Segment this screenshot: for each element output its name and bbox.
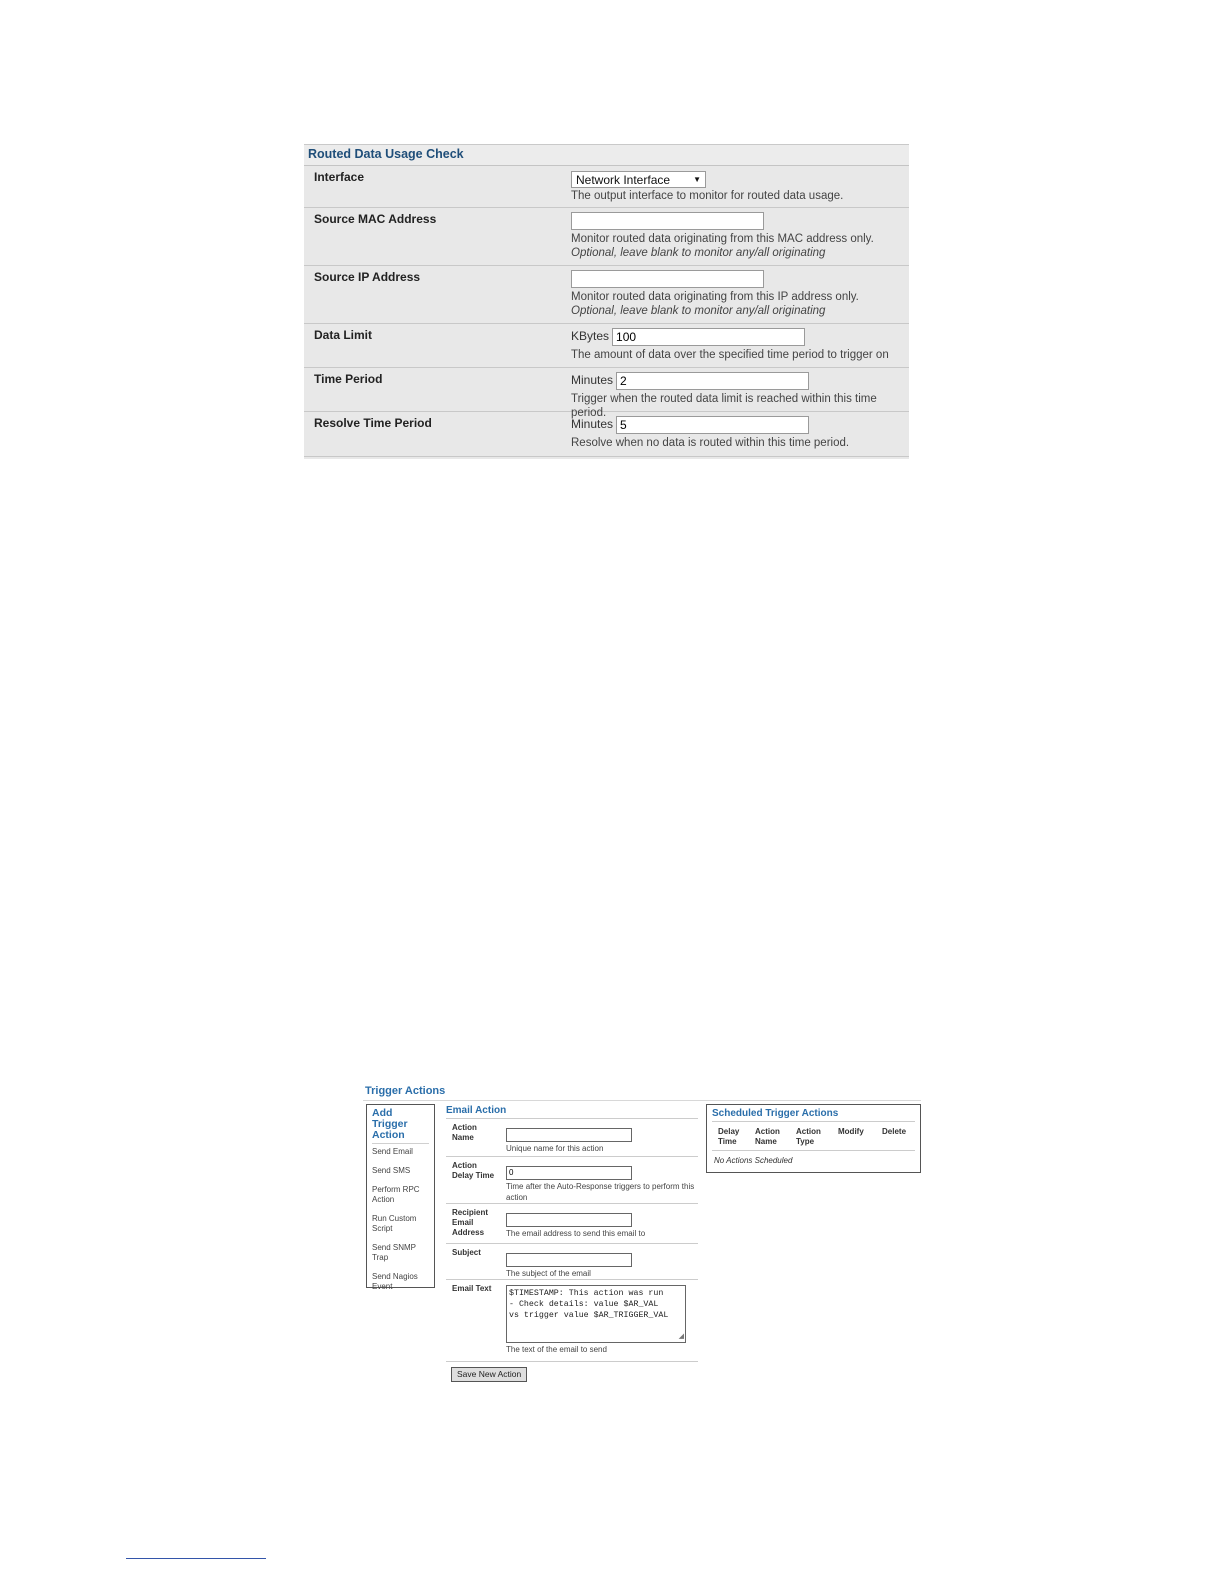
- add-trigger-action-title: Add Trigger Action: [372, 1108, 429, 1144]
- action-name-row: [446, 1119, 698, 1157]
- title-divider: [363, 1100, 921, 1101]
- add-action-send-nagios-event[interactable]: Send Nagios Event: [372, 1272, 418, 1291]
- source-mac-help: Monitor routed data originating from this MAC address only.: [571, 233, 874, 245]
- data-limit-help: The amount of data over the specified time period to trigger on: [571, 349, 889, 361]
- recipient-email-label: Recipient Email Address: [452, 1208, 489, 1237]
- interface-help: The output interface to monitor for routed data usage.: [571, 190, 844, 202]
- action-delay-row: [446, 1157, 698, 1204]
- footnote-divider: [126, 1558, 266, 1559]
- save-new-action-button[interactable]: Save New Action: [451, 1367, 527, 1382]
- subject-label: Subject: [452, 1248, 481, 1257]
- resize-grip-icon[interactable]: ◢: [678, 1332, 684, 1340]
- add-action-send-sms[interactable]: Send SMS: [372, 1166, 411, 1175]
- interface-select[interactable]: [571, 171, 706, 188]
- email-text-help: The text of the email to send: [506, 1345, 607, 1354]
- dropdown-arrow-icon: ▼: [693, 175, 701, 184]
- recipient-email-input[interactable]: [506, 1213, 632, 1227]
- panel-title: Routed Data Usage Check: [304, 145, 909, 166]
- time-period-input[interactable]: [616, 372, 809, 390]
- interface-select-value: Network Interface: [576, 172, 671, 187]
- subject-input[interactable]: [506, 1253, 632, 1267]
- source-mac-label: Source MAC Address: [314, 212, 437, 226]
- email-text-value: $TIMESTAMP: This action was run - Check details: value $AR_VAL vs trigger value $AR_TRIGGER_VAL: [509, 1289, 669, 1320]
- data-limit-unit: KBytes: [571, 329, 610, 343]
- add-action-perform-rpc[interactable]: Perform RPC Action: [372, 1185, 420, 1204]
- interface-row: [304, 166, 909, 208]
- source-mac-row: [304, 208, 909, 266]
- email-text-label: Email Text: [452, 1284, 492, 1293]
- scheduled-trigger-actions-box: [706, 1104, 921, 1173]
- add-trigger-action-box: [366, 1104, 435, 1291]
- email-action-form: [446, 1105, 698, 1362]
- time-period-row: [304, 368, 909, 419]
- col-delay-time: Delay Time: [718, 1127, 740, 1146]
- action-name-help: Unique name for this action: [506, 1144, 604, 1153]
- action-delay-label: Action Delay Time: [452, 1161, 495, 1180]
- source-ip-help: Monitor routed data originating from this IP address only.: [571, 291, 859, 303]
- source-ip-input[interactable]: [571, 270, 764, 288]
- action-delay-help: Time after the Auto-Response triggers to perform this action: [506, 1182, 695, 1202]
- email-text-row: [446, 1280, 698, 1362]
- resolve-time-period-label: Resolve Time Period: [314, 416, 432, 430]
- email-action-title: Email Action: [446, 1105, 698, 1119]
- add-action-send-email[interactable]: Send Email: [372, 1147, 413, 1156]
- action-name-label: Action Name: [452, 1123, 477, 1142]
- trigger-actions-title: Trigger Actions: [365, 1085, 446, 1097]
- action-delay-input[interactable]: [506, 1166, 632, 1180]
- col-delete: Delete: [882, 1127, 907, 1136]
- trigger-actions-panel: [363, 1085, 923, 1395]
- time-period-unit: Minutes: [571, 373, 614, 387]
- interface-label: Interface: [314, 170, 365, 184]
- scheduled-actions-title: Scheduled Trigger Actions: [712, 1108, 915, 1122]
- resolve-time-period-help: Resolve when no data is routed within this time period.: [571, 437, 850, 449]
- routed-data-usage-panel: [304, 144, 909, 459]
- subject-row: [446, 1244, 698, 1280]
- col-action-type: Action Type: [796, 1127, 821, 1146]
- action-name-input[interactable]: [506, 1128, 632, 1142]
- source-ip-optional-note: Optional, leave blank to monitor any/all originating: [571, 305, 826, 317]
- add-action-run-custom-script[interactable]: Run Custom Script: [372, 1214, 417, 1233]
- col-modify: Modify: [838, 1127, 864, 1136]
- source-mac-input[interactable]: [571, 212, 764, 230]
- recipient-email-help: The email address to send this email to: [506, 1229, 646, 1238]
- resolve-time-period-row: [304, 412, 909, 457]
- resolve-time-period-unit: Minutes: [571, 417, 614, 431]
- data-limit-row: [304, 324, 909, 368]
- add-action-send-snmp-trap[interactable]: Send SNMP Trap: [372, 1243, 416, 1262]
- data-limit-input[interactable]: [612, 328, 805, 346]
- email-text-area[interactable]: [506, 1285, 686, 1343]
- resolve-time-period-input[interactable]: [616, 416, 809, 434]
- no-actions-message: No Actions Scheduled: [714, 1156, 793, 1165]
- time-period-help: Trigger when the routed data limit is reached within this time period.: [571, 393, 877, 419]
- source-ip-label: Source IP Address: [314, 270, 421, 284]
- source-mac-optional-note: Optional, leave blank to monitor any/all originating: [571, 247, 826, 259]
- time-period-label: Time Period: [314, 372, 383, 386]
- recipient-email-row: [446, 1204, 698, 1244]
- source-ip-row: [304, 266, 909, 324]
- col-action-name: Action Name: [755, 1127, 780, 1146]
- scheduled-actions-header: [712, 1122, 915, 1151]
- data-limit-label: Data Limit: [314, 328, 373, 342]
- subject-help: The subject of the email: [506, 1269, 591, 1278]
